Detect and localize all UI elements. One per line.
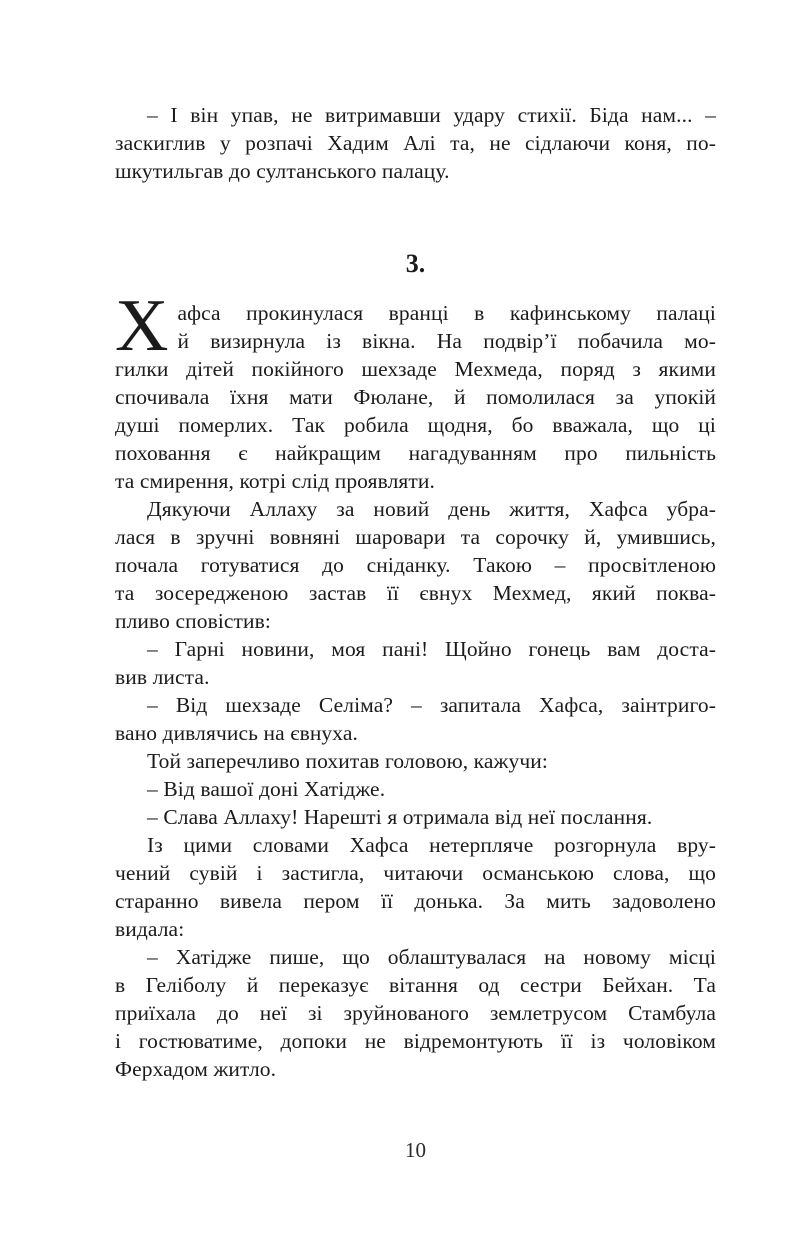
- text-line: – І він упав, не витримавши удару стихії. Біда нам... –: [147, 103, 716, 127]
- paragraph: [115, 101, 716, 185]
- text-line: Ферхадом житло.: [115, 1057, 277, 1081]
- text-line: душі померлих. Так робила щодня, бо вважала, що ці: [115, 413, 716, 437]
- text-line: – Від шехзаде Селіма? – запитала Хафса, заінтриго-: [147, 693, 716, 717]
- page-number: 10: [405, 1138, 426, 1162]
- paragraph: [115, 285, 716, 495]
- drop-cap: Х: [115, 285, 169, 367]
- paragraph: [115, 943, 716, 1083]
- text-line: в Геліболу й переказує вітання од сестри Бейхан. Та: [115, 973, 716, 997]
- text-line: вано дивлячись на євнуха.: [115, 721, 358, 745]
- paragraph: [115, 691, 716, 747]
- paragraph: [115, 775, 716, 803]
- text-line: – Слава Аллаху! Нарешті я отримала від неї послання.: [147, 805, 653, 829]
- text-line: – Гарні новини, моя пані! Щойно гонець вам доста-: [147, 637, 716, 661]
- text-column: [115, 101, 716, 1083]
- chapter-heading: 3.: [405, 249, 426, 278]
- paragraph: [115, 803, 716, 831]
- text-line: вив листа.: [115, 665, 210, 689]
- text-line: чений сувій і застигла, читаючи османською слова, що: [115, 861, 716, 885]
- paragraph: [115, 831, 716, 943]
- text-line: Із цими словами Хафса нетерпляче розгорнула вру-: [147, 833, 716, 857]
- text-line: приїхала до неї зі зруйнованого землетрусом Стамбула: [115, 1001, 716, 1025]
- text-line: й визирнула із вікна. На подвір’ї побачила мо-: [177, 329, 716, 353]
- text-line: – Хатідже пише, що облаштувалася на новому місці: [147, 945, 716, 969]
- text-line: гилки дітей покійного шехзаде Мехмеда, поряд з якими: [115, 357, 716, 381]
- text-line: Дякуючи Аллаху за новий день життя, Хафса убра-: [147, 497, 716, 521]
- text-line: лася в зручні вовняні шаровари та сорочку й, умившись,: [115, 525, 716, 549]
- text-line: Той заперечливо похитав головою, кажучи:: [147, 749, 548, 773]
- text-line: почала готуватися до сніданку. Такою – просвітленою: [115, 553, 716, 577]
- text-line: та смирення, котрі слід проявляти.: [115, 469, 435, 493]
- text-line: спочивала їхня мати Фюлане, й помолилася за упокій: [115, 385, 716, 409]
- text-line: та зосередженою застав її євнух Мехмед, який поква-: [115, 581, 716, 605]
- text-line: заскиглив у розпачі Хадим Алі та, не сідлаючи коня, по-: [115, 131, 716, 155]
- paragraph: [115, 747, 716, 775]
- text-line: шкутильгав до султанського палацу.: [115, 159, 450, 183]
- text-line: поховання є найкращим нагадуванням про пильність: [115, 441, 716, 465]
- text-line: видала:: [115, 917, 185, 941]
- text-line: пливо сповістив:: [115, 609, 271, 633]
- paragraph: [115, 495, 716, 635]
- text-line: старанно вивела пером її донька. За мить задоволено: [115, 889, 716, 913]
- text-line: – Від вашої доні Хатідже.: [147, 777, 386, 801]
- text-line: і гостюватиме, допоки не відремонтують її із чоловіком: [115, 1029, 716, 1053]
- text-line: афса прокинулася вранці в кафинському палаці: [177, 301, 716, 325]
- paragraph: [115, 635, 716, 691]
